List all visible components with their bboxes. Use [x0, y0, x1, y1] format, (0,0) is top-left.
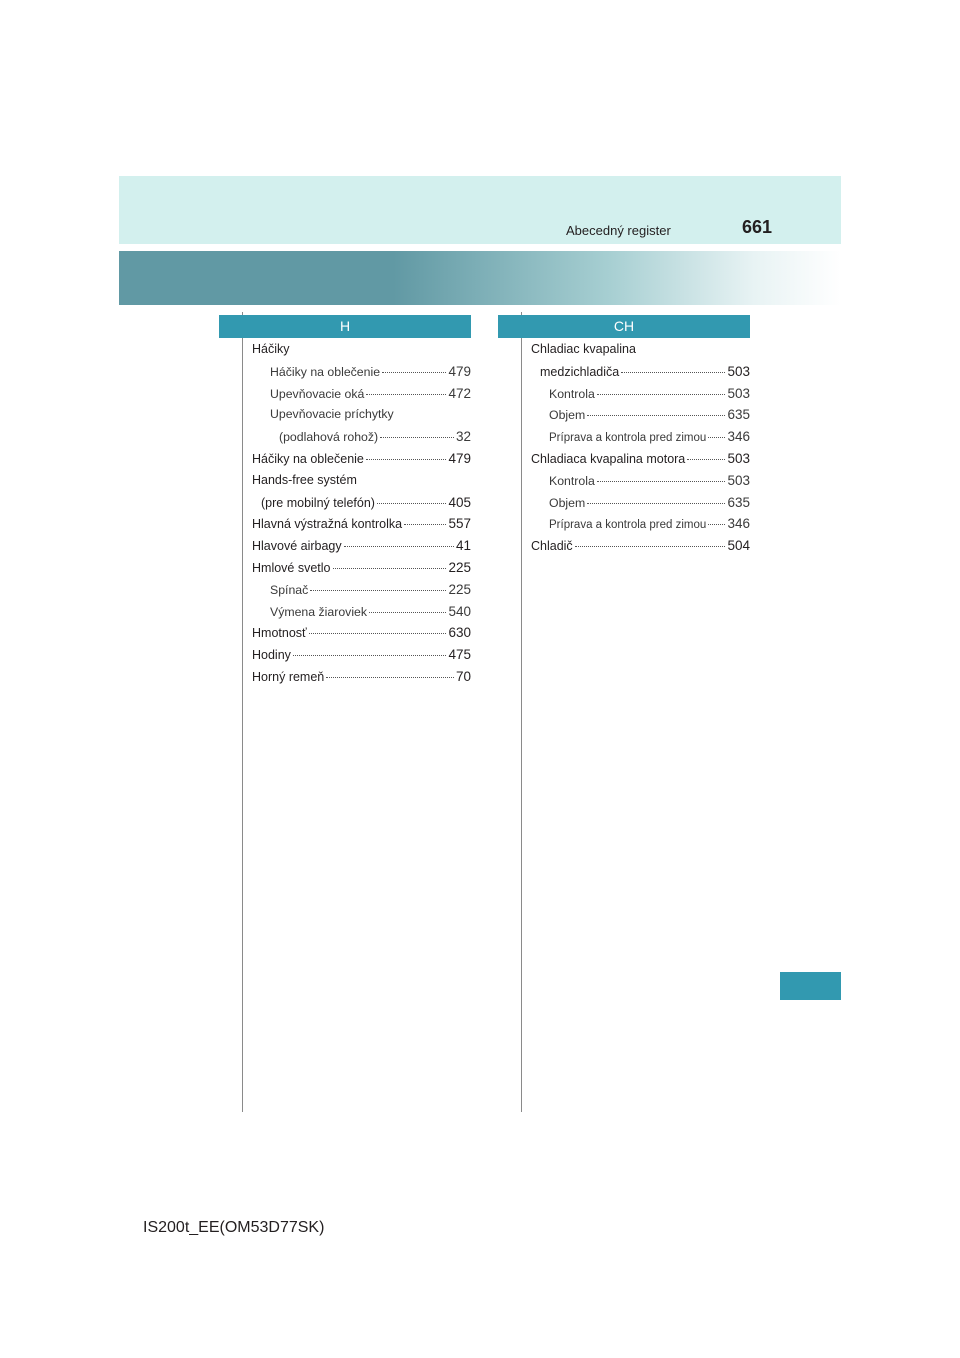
leader-dots — [366, 393, 446, 395]
entry-text: Chladič — [531, 539, 573, 554]
entry-page: 475 — [448, 647, 471, 663]
section-title: Abecedný register — [566, 223, 671, 238]
entry-text: Objem — [549, 408, 586, 423]
leader-dots — [587, 414, 725, 416]
leader-dots — [293, 654, 447, 656]
index-entry — [252, 666, 471, 688]
index-column-h — [252, 339, 471, 688]
index-entry — [531, 513, 750, 535]
index-entry — [531, 339, 750, 361]
entry-page: 540 — [448, 603, 471, 619]
entry-page: 503 — [727, 450, 750, 466]
index-entry — [252, 535, 471, 557]
entry-text: Horný remeň — [252, 669, 325, 684]
entry-text: Príprava a kontrola pred zimou — [549, 519, 707, 532]
entry-page: 479 — [448, 363, 471, 379]
leader-dots — [404, 523, 446, 525]
document-code: IS200t_EE(OM53D77SK) — [143, 1219, 325, 1236]
index-entry — [252, 339, 471, 361]
chapter-tab — [780, 972, 841, 1000]
index-entry — [531, 404, 750, 426]
leader-dots — [380, 436, 454, 438]
gradient-bar — [119, 251, 841, 305]
index-entry — [252, 426, 471, 448]
entry-text: Chladiac kvapalina — [531, 342, 636, 356]
leader-dots — [366, 458, 447, 460]
index-entry — [252, 404, 471, 426]
entry-text: Háčiky na oblečenie — [270, 364, 381, 379]
entry-text: Spínač — [270, 582, 309, 597]
index-entry — [531, 426, 750, 448]
entry-page: 503 — [727, 363, 750, 379]
index-entry — [252, 601, 471, 623]
entry-page: 635 — [727, 407, 750, 423]
index-entry — [531, 448, 750, 470]
column-divider-right — [521, 312, 522, 1112]
entry-text: Chladiaca kvapalina motora — [531, 451, 686, 466]
index-entry — [252, 448, 471, 470]
entry-page: 41 — [455, 538, 471, 554]
leader-dots — [597, 393, 726, 395]
index-entry — [252, 492, 471, 514]
entry-text: Výmena žiaroviek — [270, 604, 368, 619]
index-entry — [252, 470, 471, 492]
index-entry — [252, 361, 471, 383]
index-entry — [252, 557, 471, 579]
entry-text: Hodiny — [252, 648, 291, 663]
leader-dots — [309, 632, 447, 634]
index-entry — [531, 535, 750, 557]
leader-dots — [344, 545, 454, 547]
leader-dots — [708, 523, 725, 525]
leader-dots — [382, 371, 446, 373]
entry-text: Háčiky — [252, 342, 290, 356]
index-entry — [531, 492, 750, 514]
column-heading-ch: CH — [498, 315, 750, 338]
entry-text: Hmotnosť — [252, 626, 307, 641]
leader-dots — [597, 480, 726, 482]
entry-text: (podlahová rohož) — [279, 430, 379, 445]
entry-text: Hands-free systém — [252, 472, 357, 487]
column-heading-h: H — [219, 315, 471, 338]
entry-text: Kontrola — [549, 473, 595, 488]
entry-text: Upevňovacie príchytky — [270, 407, 394, 422]
leader-dots — [621, 371, 725, 373]
entry-text: Háčiky na oblečenie — [252, 451, 364, 466]
entry-text: Hlavové airbagy — [252, 539, 342, 554]
entry-page: 472 — [448, 385, 471, 401]
entry-page: 405 — [448, 494, 471, 510]
leader-dots — [310, 589, 446, 591]
leader-dots — [377, 502, 447, 504]
entry-page: 503 — [727, 472, 750, 488]
index-entry — [252, 579, 471, 601]
entry-page: 225 — [448, 581, 471, 597]
leader-dots — [708, 436, 725, 438]
entry-page: 557 — [448, 516, 471, 532]
entry-page: 503 — [727, 385, 750, 401]
entry-text: Objem — [549, 495, 586, 510]
index-column-ch — [531, 339, 750, 557]
entry-text: Kontrola — [549, 386, 595, 401]
entry-text: Príprava a kontrola pred zimou — [549, 432, 707, 445]
entry-text: Hlavná výstražná kontrolka — [252, 517, 403, 532]
index-entry — [531, 470, 750, 492]
entry-text: medzichladiča — [540, 364, 620, 379]
leader-dots — [333, 567, 447, 569]
index-entry — [252, 622, 471, 644]
entry-text: Hmlové svetlo — [252, 560, 331, 575]
entry-page: 479 — [448, 450, 471, 466]
column-divider-left — [242, 312, 243, 1112]
entry-page: 346 — [727, 516, 750, 532]
header-band — [119, 176, 841, 244]
leader-dots — [687, 458, 725, 460]
entry-page: 225 — [448, 559, 471, 575]
index-entry — [531, 383, 750, 405]
entry-page: 630 — [448, 625, 471, 641]
entry-page: 32 — [455, 429, 471, 445]
entry-page: 70 — [455, 668, 471, 684]
index-entry — [252, 644, 471, 666]
entry-text: Upevňovacie oká — [270, 386, 365, 401]
index-entry — [531, 361, 750, 383]
entry-page: 504 — [727, 538, 750, 554]
index-entry — [252, 383, 471, 405]
entry-page: 635 — [727, 494, 750, 510]
index-entry — [252, 513, 471, 535]
leader-dots — [575, 545, 726, 547]
leader-dots — [369, 611, 446, 613]
entry-page: 346 — [727, 429, 750, 445]
entry-text: (pre mobilný telefón) — [261, 495, 375, 510]
page-number: 661 — [742, 217, 773, 237]
leader-dots — [587, 502, 725, 504]
leader-dots — [326, 676, 454, 678]
